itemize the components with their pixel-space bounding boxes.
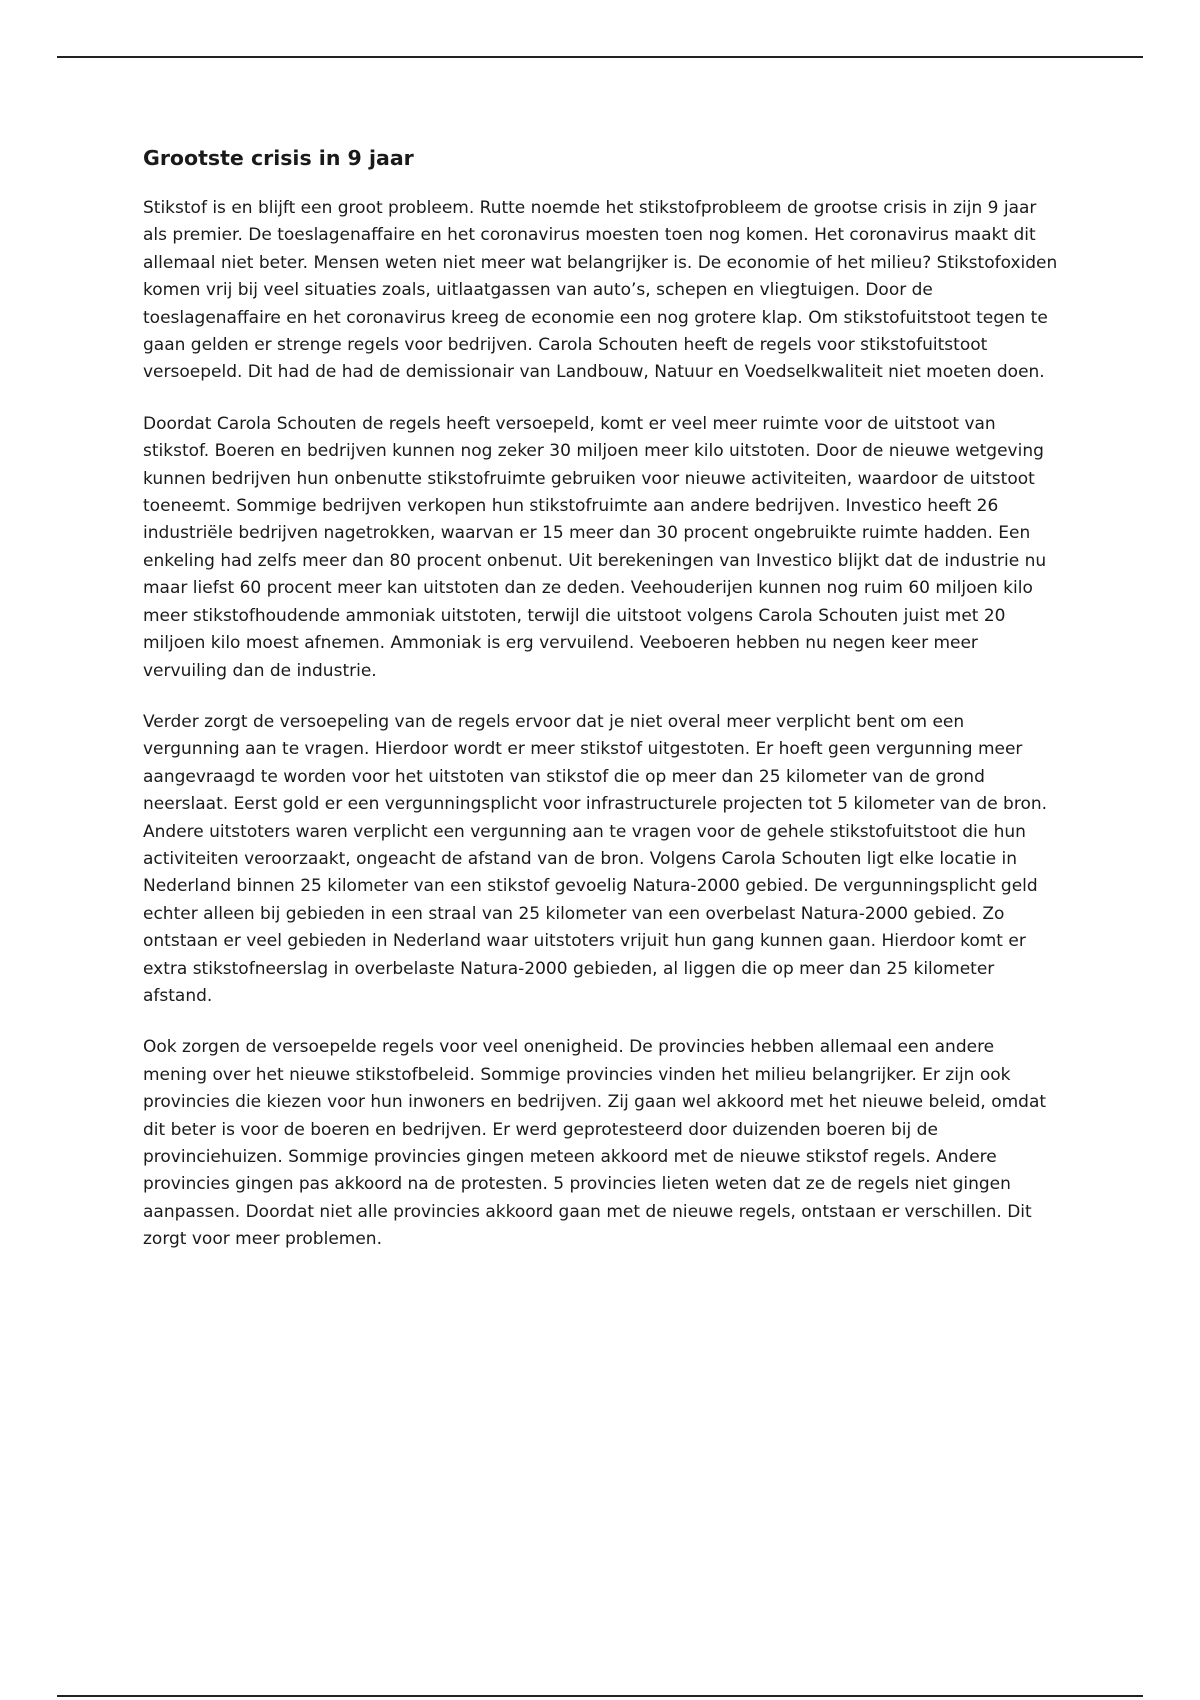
document-body (143, 144, 1063, 1278)
header-rule (57, 56, 1143, 58)
footer-rule (57, 1695, 1143, 1697)
paragraph-3: Verder zorgt de versoepeling van de regels ervoor dat je niet overal meer verplicht bent om een vergunning aan te vragen. Hierdoor wordt er meer stikstof uitgestoten. Er hoeft geen vergunning meer aangevraagd te worden voor het uitstoten van stikstof die op meer dan 25 kilometer van de grond neerslaat. Eerst gold er een vergunningsplicht voor infrastructurele projecten tot 5 kilometer van de bron. Andere uitstoters waren verplicht een vergunning aan te vragen voor de gehele stikstofuitstoot die hun activiteiten veroorzaakt, ongeacht de afstand van de bron. Volgens Carola Schouten ligt elke locatie in Nederland binnen 25 kilometer van een stikstof gevoelig Natura-2000 gebied. De vergunningsplicht geld echter alleen bij gebieden in een straal van 25 kilometer van een overbelast Natura-2000 gebied. Zo ontstaan er veel gebieden in Nederland waar uitstoters vrijuit hun gang kunnen gaan. Hierdoor komt er extra stikstofneerslag in overbelaste Natura-2000 gebieden, al liggen die op meer dan 25 kilometer afstand. (143, 711, 1048, 1006)
paragraph-2: Doordat Carola Schouten de regels heeft versoepeld, komt er veel meer ruimte voor de uitstoot van stikstof. Boeren en bedrijven kunnen nog zeker 30 miljoen meer kilo uitstoten. Door de nieuwe wetgeving kunnen bedrijven hun onbenutte stikstofruimte gebruiken voor nieuwe activiteiten, waardoor de uitstoot toeneemt. Sommige bedrijven verkopen hun stikstofruimte aan andere bedrijven. Investico heeft 26 industriële bedrijven nagetrokken, waarvan er 15 meer dan 30 procent ongebruikte ruimte hadden. Een enkeling had zelfs meer dan 80 procent onbenut. Uit berekeningen van Investico blijkt dat de industrie nu maar liefst 60 procent meer kan uitstoten dan ze deden. Veehouderijen kunnen nog ruim 60 miljoen kilo meer stikstofhoudende ammoniak uitstoten, terwijl die uitstoot volgens Carola Schouten juist met 20 miljoen kilo moest afnemen. Ammoniak is erg vervuilend. Veeboeren hebben nu negen keer meer vervuiling dan de industrie. (143, 413, 1047, 681)
paragraph-1: Stikstof is en blijft een groot probleem. Rutte noemde het stikstofprobleem de grootse crisis in zijn 9 jaar als premier. De toeslagenaffaire en het coronavirus moesten toen nog komen. Het coronavirus maakt dit allemaal niet beter. Mensen weten niet meer wat belangrijker is. De economie of het milieu? Stikstofoxiden komen vrij bij veel situaties zoals, uitlaatgassen van auto’s, schepen en vliegtuigen. Door de toeslagenaffaire en het coronavirus kreeg de economie een nog grotere klap. Om stikstofuitstoot tegen te gaan gelden er strenge regels voor bedrijven. Carola Schouten heeft de regels voor stikstofuitstoot versoepeld. Dit had de had de demissionair van Landbouw, Natuur en Voedselkwaliteit niet moeten doen. (143, 198, 1058, 383)
document-title: Grootste crisis in 9 jaar (143, 146, 414, 170)
paragraph-4: Ook zorgen de versoepelde regels voor veel onenigheid. De provincies hebben allemaal een andere mening over het nieuwe stikstofbeleid. Sommige provincies vinden het milieu belangrijker. Er zijn ook provincies die kiezen voor hun inwoners en bedrijven. Zij gaan wel akkoord met het nieuwe beleid, omdat dit beter is voor de boeren en bedrijven. Er werd geprotesteerd door duizenden boeren bij de provinciehuizen. Sommige provincies gingen meteen akkoord met de nieuwe stikstof regels. Andere provincies gingen pas akkoord na de protesten. 5 provincies lieten weten dat ze de regels niet gingen aanpassen. Doordat niet alle provincies akkoord gaan met de nieuwe regels, ontstaan er verschillen. Dit zorgt voor meer problemen. (143, 1037, 1047, 1250)
